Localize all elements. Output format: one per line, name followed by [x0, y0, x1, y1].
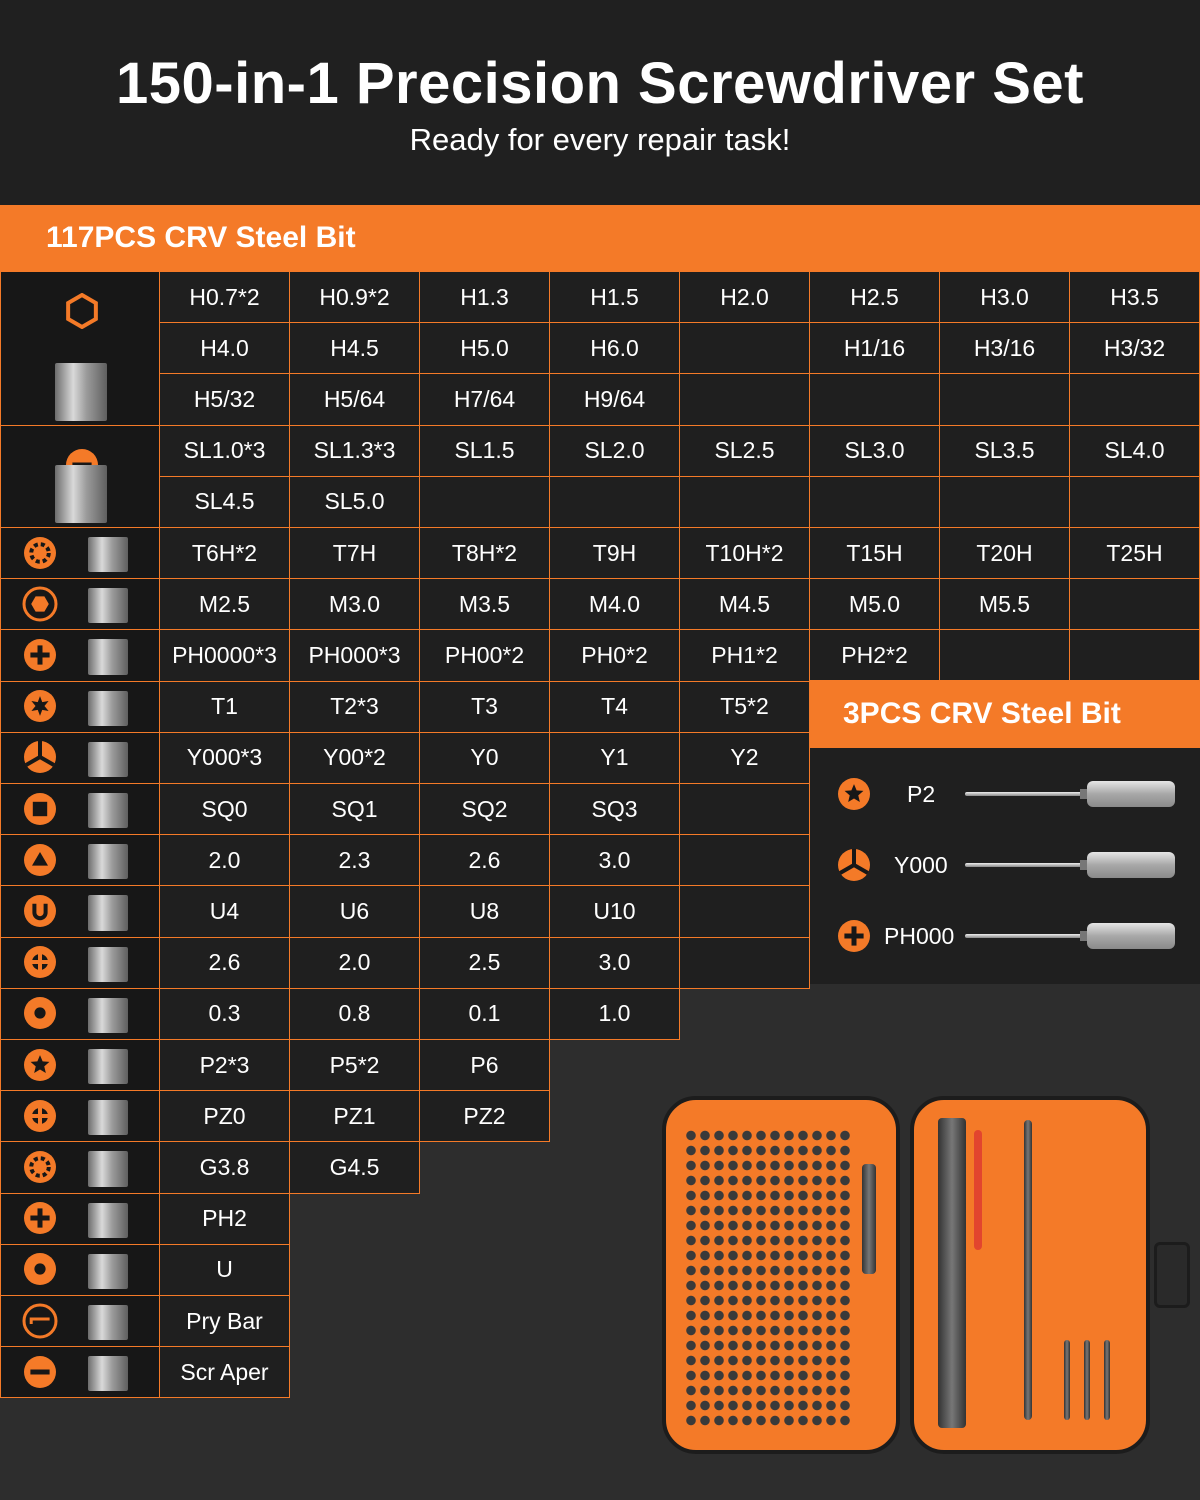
bit-size-cell: H3.0 [939, 271, 1070, 323]
bit-size-cell: H9/64 [549, 373, 680, 425]
bit-size-cell: P2*3 [159, 1039, 290, 1091]
bit-size-cell: T20H [939, 527, 1070, 579]
bit-size-cell: PH00*2 [419, 629, 550, 681]
page-title: 150-in-1 Precision Screwdriver Set [116, 51, 1084, 116]
bit-image [88, 1049, 128, 1084]
bit-size-cell: 2.6 [159, 937, 290, 989]
driver-label: Y000 [894, 852, 948, 878]
bit-image [88, 691, 128, 726]
tri-wing-icon [836, 847, 872, 888]
bit-size-cell: M4.0 [549, 578, 680, 630]
bit-size-cell [679, 885, 810, 937]
bit-size-cell: PH0*2 [549, 629, 680, 681]
drivers-section-title: 3PCS CRV Steel Bit [843, 697, 1121, 730]
bit-image [88, 1305, 128, 1340]
bit-size-cell: H3/16 [939, 322, 1070, 374]
bit-size-cell: H5.0 [419, 322, 550, 374]
bit-size-cell: T1 [159, 681, 290, 733]
bit-size-cell: H7/64 [419, 373, 550, 425]
bit-size-cell: T10H*2 [679, 527, 810, 579]
bit-size-cell: T5*2 [679, 681, 810, 733]
bit-image [88, 1254, 128, 1289]
bit-size-cell: Pry Bar [159, 1295, 290, 1347]
bit-size-cell [1069, 629, 1200, 681]
bit-size-cell: SQ0 [159, 783, 290, 835]
pentalobe-icon [22, 1047, 58, 1088]
phillips-icon [22, 637, 58, 678]
bit-size-cell [679, 373, 810, 425]
bit-size-cell: H3.5 [1069, 271, 1200, 323]
bit-size-cell: H4.0 [159, 322, 290, 374]
bit-image [88, 639, 128, 674]
bit-size-cell: SL2.0 [549, 425, 680, 477]
bit-size-cell: PH2 [159, 1193, 290, 1245]
torx-hole-icon [22, 535, 58, 576]
bit-image [88, 1356, 128, 1391]
bit-size-cell: H0.9*2 [289, 271, 420, 323]
bit-size-cell: SL1.5 [419, 425, 550, 477]
case-latch [1154, 1242, 1190, 1308]
bit-size-cell: T4 [549, 681, 680, 733]
bit-image [88, 742, 128, 777]
bit-size-cell: H2.0 [679, 271, 810, 323]
tri-wing-icon [22, 739, 58, 780]
bit-size-cell [679, 322, 810, 374]
precision-driver-image [965, 852, 1175, 878]
bit-size-cell [939, 629, 1070, 681]
page-subtitle: Ready for every repair task! [409, 122, 791, 157]
bit-size-cell: M3.5 [419, 578, 550, 630]
bit-size-cell: PZ0 [159, 1090, 290, 1142]
bit-image [88, 998, 128, 1033]
bit-size-cell: SL3.5 [939, 425, 1070, 477]
round-icon [22, 995, 58, 1036]
slotted-icon [22, 1354, 58, 1395]
pick-tool-icon [974, 1130, 982, 1250]
bit-size-cell: H5/64 [289, 373, 420, 425]
bit-image [55, 363, 107, 421]
bit-size-cell: H0.7*2 [159, 271, 290, 323]
u-icon [22, 893, 58, 934]
triangle-icon [22, 842, 58, 883]
bit-image [88, 537, 128, 572]
bit-size-cell: SL5.0 [289, 476, 420, 528]
bit-size-cell: SL2.5 [679, 425, 810, 477]
bit-size-cell [939, 476, 1070, 528]
bit-size-cell [939, 373, 1070, 425]
bit-size-cell: 0.1 [419, 988, 550, 1040]
long-tool-icon [1024, 1120, 1032, 1420]
drivers-section-band [810, 680, 1200, 748]
bit-size-cell: Y1 [549, 732, 680, 784]
bit-size-cell: 3.0 [549, 937, 680, 989]
driver-label: PH000 [884, 923, 955, 949]
spare-bit-icon [1104, 1340, 1110, 1420]
bit-size-cell: 2.5 [419, 937, 550, 989]
bit-size-cell: PH0000*3 [159, 629, 290, 681]
bits-section-title: 117PCS CRV Steel Bit [46, 221, 356, 254]
bit-size-cell: U4 [159, 885, 290, 937]
bit-size-cell [549, 476, 680, 528]
bit-size-cell: P6 [419, 1039, 550, 1091]
header [0, 0, 1200, 205]
bit-size-cell: SL4.0 [1069, 425, 1200, 477]
bit-size-cell: 2.0 [159, 834, 290, 886]
bit-size-cell: PZ1 [289, 1090, 420, 1142]
bit-size-cell: U [159, 1244, 290, 1296]
screwdriver-handle-icon [938, 1118, 966, 1428]
pentalobe-icon [836, 776, 872, 817]
bit-size-cell: T8H*2 [419, 527, 550, 579]
bit-image [88, 844, 128, 879]
bit-size-cell: PH000*3 [289, 629, 420, 681]
bit-size-cell [1069, 578, 1200, 630]
bit-storage-case-right [910, 1096, 1150, 1454]
pry-bar-icon [22, 1303, 58, 1344]
bit-size-cell: T15H [809, 527, 940, 579]
bit-size-cell: H5/32 [159, 373, 290, 425]
bit-size-cell: T7H [289, 527, 420, 579]
bit-size-cell: M2.5 [159, 578, 290, 630]
bit-size-cell: 1.0 [549, 988, 680, 1040]
bit-size-cell: SL1.0*3 [159, 425, 290, 477]
bit-size-cell: SQ3 [549, 783, 680, 835]
round-icon [22, 1251, 58, 1292]
bit-size-cell: G3.8 [159, 1141, 290, 1193]
bit-size-cell: Scr Aper [159, 1346, 290, 1398]
bit-size-cell: H2.5 [809, 271, 940, 323]
bit-size-cell [1069, 476, 1200, 528]
bit-size-cell: H3/32 [1069, 322, 1200, 374]
bit-size-cell: 2.3 [289, 834, 420, 886]
bit-image [88, 1100, 128, 1135]
bit-size-cell [419, 476, 550, 528]
cross-circle-icon [22, 944, 58, 985]
bit-image [88, 947, 128, 982]
torx-icon [22, 688, 58, 729]
bit-image [88, 1203, 128, 1238]
bit-size-cell: Y00*2 [289, 732, 420, 784]
bit-size-cell: SL4.5 [159, 476, 290, 528]
bit-size-cell: 2.6 [419, 834, 550, 886]
bit-size-cell: Y0 [419, 732, 550, 784]
square-icon [22, 791, 58, 832]
hex-socket-icon [22, 586, 58, 627]
bit-storage-case-left [662, 1096, 900, 1454]
bit-size-cell: H6.0 [549, 322, 680, 374]
phillips-icon [836, 918, 872, 959]
bit-size-cell: PZ2 [419, 1090, 550, 1142]
bit-size-cell [679, 834, 810, 886]
bit-size-cell: T2*3 [289, 681, 420, 733]
bit-size-cell: Y2 [679, 732, 810, 784]
bit-size-cell: T9H [549, 527, 680, 579]
bit-image [88, 1151, 128, 1186]
bit-image [88, 793, 128, 828]
bit-size-cell: G4.5 [289, 1141, 420, 1193]
bit-size-cell [809, 476, 940, 528]
bit-slots [684, 1128, 852, 1428]
bit-size-cell [679, 937, 810, 989]
bit-size-cell: H4.5 [289, 322, 420, 374]
bit-size-cell [679, 476, 810, 528]
bit-size-cell: H1.3 [419, 271, 550, 323]
phillips-icon [22, 1200, 58, 1241]
bit-size-cell [679, 783, 810, 835]
bit-size-cell: U8 [419, 885, 550, 937]
precision-driver-image [965, 923, 1175, 949]
bit-size-cell: T6H*2 [159, 527, 290, 579]
bit-size-cell: M3.0 [289, 578, 420, 630]
bit-size-cell: M4.5 [679, 578, 810, 630]
bit-size-cell: PH2*2 [809, 629, 940, 681]
bit-size-cell [1069, 373, 1200, 425]
bit-size-cell: 2.0 [289, 937, 420, 989]
bits-section-band [0, 205, 1200, 271]
driver-label: P2 [907, 781, 936, 807]
bit-size-cell: H1/16 [809, 322, 940, 374]
bit-size-cell: Y000*3 [159, 732, 290, 784]
bit-size-cell: 0.3 [159, 988, 290, 1040]
bit-size-cell: PH1*2 [679, 629, 810, 681]
bit-size-cell: 3.0 [549, 834, 680, 886]
bit-size-cell: T25H [1069, 527, 1200, 579]
extension-rod-icon [862, 1164, 876, 1274]
precision-driver-image [965, 781, 1175, 807]
bit-size-cell: SL1.3*3 [289, 425, 420, 477]
gear-icon [22, 1149, 58, 1190]
bit-size-cell: SQ2 [419, 783, 550, 835]
bit-size-cell: P5*2 [289, 1039, 420, 1091]
spare-bit-icon [1084, 1340, 1090, 1420]
bit-size-cell: 0.8 [289, 988, 420, 1040]
bit-image [55, 465, 107, 523]
hex-icon [64, 293, 100, 334]
spare-bit-icon [1064, 1340, 1070, 1420]
bit-size-cell: H1.5 [549, 271, 680, 323]
bit-size-cell: M5.0 [809, 578, 940, 630]
bit-size-cell: T3 [419, 681, 550, 733]
bit-image [88, 588, 128, 623]
bit-size-cell: SQ1 [289, 783, 420, 835]
bit-size-cell: M5.5 [939, 578, 1070, 630]
bit-image [88, 895, 128, 930]
bit-size-cell [809, 373, 940, 425]
bit-size-cell: U6 [289, 885, 420, 937]
pozidriv-icon [22, 1098, 58, 1139]
bit-size-cell: SL3.0 [809, 425, 940, 477]
bit-size-cell: U10 [549, 885, 680, 937]
